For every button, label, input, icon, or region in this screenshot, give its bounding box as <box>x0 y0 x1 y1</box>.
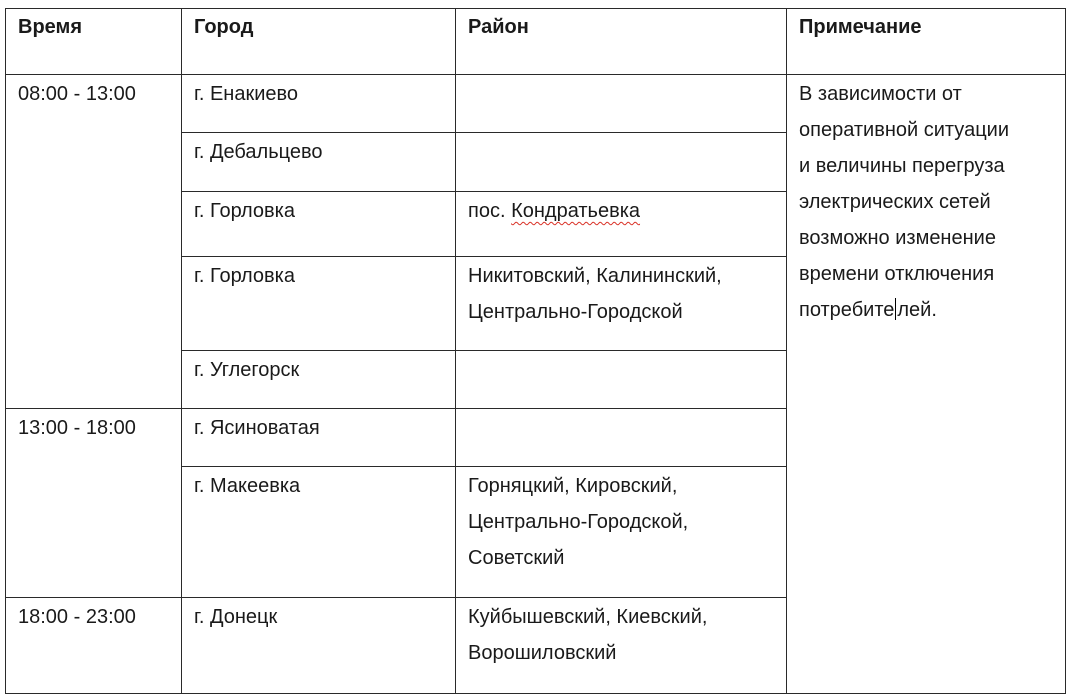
note-line: возможно изменение <box>799 227 996 249</box>
note-line-last <box>799 292 1053 328</box>
header-city: Город <box>182 9 456 75</box>
note-text-before-caret: потребите <box>799 299 895 321</box>
time-cell[interactable]: 18:00 - 23:00 <box>6 598 182 694</box>
district-line: Центрально-Городской, <box>468 511 689 533</box>
district-cell[interactable] <box>456 75 787 133</box>
time-cell[interactable]: 08:00 - 13:00 <box>6 75 182 409</box>
city-cell[interactable]: г. Донецк <box>182 598 456 694</box>
header-time: Время <box>6 9 182 75</box>
district-cell[interactable] <box>456 192 787 257</box>
district-word-spellcheck: Кондратьевка <box>511 200 641 222</box>
district-cell[interactable] <box>456 598 787 694</box>
district-cell[interactable] <box>456 409 787 467</box>
outage-schedule-table <box>5 8 1066 694</box>
district-line: Ворошиловский <box>468 642 617 664</box>
district-line: Никитовский, Калининский, <box>468 265 722 287</box>
note-line: В зависимости от <box>799 83 962 105</box>
header-district: Район <box>456 9 787 75</box>
city-cell[interactable]: г. Горловка <box>182 257 456 351</box>
table-row <box>6 75 1066 133</box>
city-cell[interactable]: г. Енакиево <box>182 75 456 133</box>
district-line: Советский <box>468 547 565 569</box>
district-cell[interactable] <box>456 133 787 192</box>
district-prefix: пос. <box>468 200 512 222</box>
note-line: оперативной ситуации <box>799 119 1009 141</box>
city-cell[interactable]: г. Углегорск <box>182 351 456 409</box>
header-note: Примечание <box>787 9 1066 75</box>
header-row <box>6 9 1066 75</box>
note-text-after-caret: лей. <box>897 299 937 321</box>
district-cell[interactable] <box>456 467 787 598</box>
note-line: времени отключения <box>799 263 995 285</box>
time-cell[interactable]: 13:00 - 18:00 <box>6 409 182 598</box>
district-line: Куйбышевский, Киевский, <box>468 606 708 628</box>
city-cell[interactable]: г. Ясиноватая <box>182 409 456 467</box>
district-cell[interactable] <box>456 257 787 351</box>
note-line: и величины перегруза <box>799 155 1005 177</box>
note-cell[interactable] <box>787 75 1066 694</box>
city-cell[interactable]: г. Макеевка <box>182 467 456 598</box>
city-cell[interactable]: г. Горловка <box>182 192 456 257</box>
city-cell[interactable]: г. Дебальцево <box>182 133 456 192</box>
district-cell[interactable] <box>456 351 787 409</box>
note-line: электрических сетей <box>799 191 991 213</box>
district-line: Горняцкий, Кировский, <box>468 475 678 497</box>
district-line: Центрально-Городской <box>468 301 683 323</box>
